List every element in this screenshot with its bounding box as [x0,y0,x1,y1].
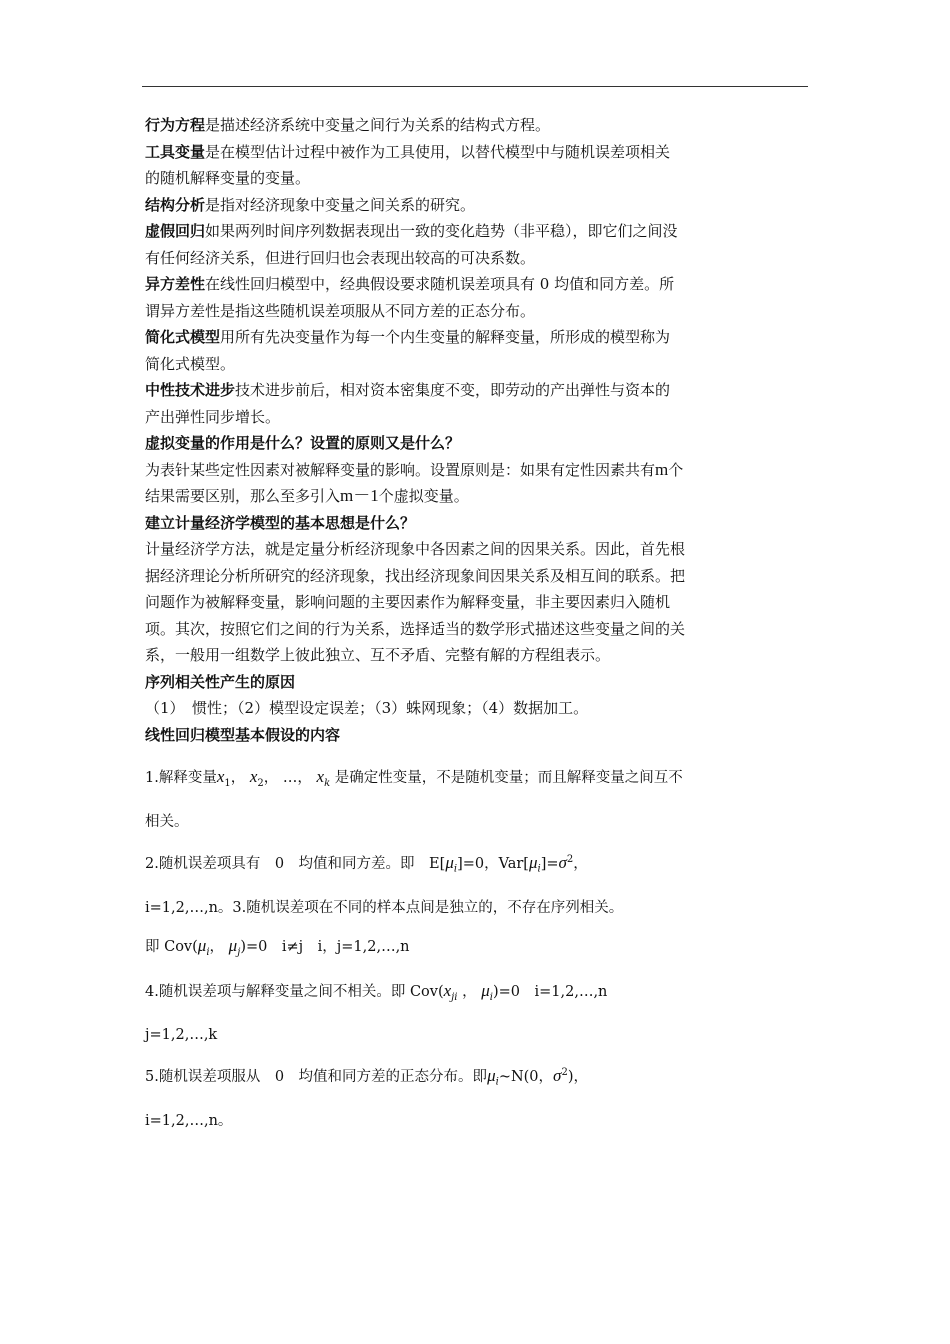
definition-term: 虚假回归 [145,222,206,240]
question-dummy-variable: 虚拟变量的作用是什么？设置的原则又是什么？ [145,434,461,452]
assumptions-list [145,758,685,1140]
assumption-2: 2.随机误差项具有 0 均值和同方差。即 $E[\mu_i]=0$，$Var[\mu_i]=\sigma^2$， [145,852,588,875]
definition-item [145,139,685,192]
definition-text: 如果两列时间序列数据表现出一致的变化趋势（非平稳），即它们之间没有任何经济关系，但进行回归也会表现出较高的可决系数。 [145,222,678,267]
definition-term: 简化式模型 [145,328,221,346]
definition-item [145,112,685,139]
definition-text: 是描述经济系统中变量之间行为关系的结构式方程。 [205,116,551,134]
definition-text: 在线性回归模型中，经典假设要求随机误差项具有 0 均值和同方差。所谓异方差性是指这些随机误差项服从不同方差的正态分布。 [145,275,675,320]
answer-serial-correlation: （1） 惯性；（2）模型设定误差；（3）蛛网现象；（4）数据加工。 [145,699,589,717]
header-rule [142,86,808,87]
assumption-4: 4.随机误差项与解释变量之间不相关。即 $Cov(x_{ji}$ ， $\mu_i)=0$ i=1,2,…,n [145,980,608,1003]
assumption-3: 即 $Cov(\mu_i$， $\mu_j)=0$ i≠j i，j=1,2,…,n [145,935,410,958]
definition-item [145,192,685,219]
document-body [145,112,685,1140]
definition-item [145,377,685,430]
assumption-4-cont: j=1,2,…,k [145,1027,218,1044]
answer-basic-idea: 计量经济学方法，就是定量分析经济现象中各因素之间的因果关系。因此，首先根据经济理论分析所研究的经济现象，找出经济现象间因果关系及相互间的联系。把问题作为被解释变量，影响问题的主要因素作为解释变量，非主要因素归入随机项。其次，按照它们之间的行为关系，选择适当的数学形式描述这些变量之间的关系，一般用一组数学上彼此独立、互不矛盾、完整有解的方程组表示。 [145,540,686,664]
definition-term: 结构分析 [145,195,206,214]
definition-text: 是在模型估计过程中被作为工具使用，以替代模型中与随机误差项相关的随机解释变量的变量。 [145,142,671,187]
answer-dummy-variable: 为表针某些定性因素对被解释变量的影响。设置原则是：如果有定性因素共有m个结果需要区别，那么至多引入m－1个虚拟变量。 [145,459,684,505]
definition-item [145,218,685,271]
question-assumptions: 线性回归模型基本假设的内容 [145,725,341,744]
assumption-1: 1.解释变量$x_1$， $x_2$， …， $x_k$ 是确定性变量，不是随机变量；而且解释变量之间互不相关。 [145,767,683,830]
assumption-5-cont: i=1,2,…,n。 [145,1113,233,1130]
definitions-list [145,112,685,430]
definition-term: 工具变量 [145,142,206,161]
definition-text: 用所有先决变量作为每一个内生变量的解释变量，所形成的模型称为简化式模型。 [145,328,671,373]
definition-term: 中性技术进步 [145,381,236,399]
assumption-5: 5.随机误差项服从 0 均值和同方差的正态分布。即$\mu_i\sim N(0$，$\sigma^2$)， [145,1066,588,1089]
definition-text: 技术进步前后，相对资本密集度不变，即劳动的产出弹性与资本的产出弹性同步增长。 [145,381,671,426]
definition-text: 是指对经济现象中变量之间关系的研究。 [205,195,476,214]
definition-item [145,271,685,324]
assumption-2-cont: i=1,2,…,n。3.随机误差项在不同的样本点间是独立的，不存在序列相关。 [145,899,624,916]
definition-term: 行为方程 [145,116,206,134]
question-basic-idea: 建立计量经济学模型的基本思想是什么？ [145,513,416,532]
definition-term: 异方差性 [145,275,206,293]
question-serial-correlation: 序列相关性产生的原因 [145,672,296,691]
definition-item [145,324,685,377]
